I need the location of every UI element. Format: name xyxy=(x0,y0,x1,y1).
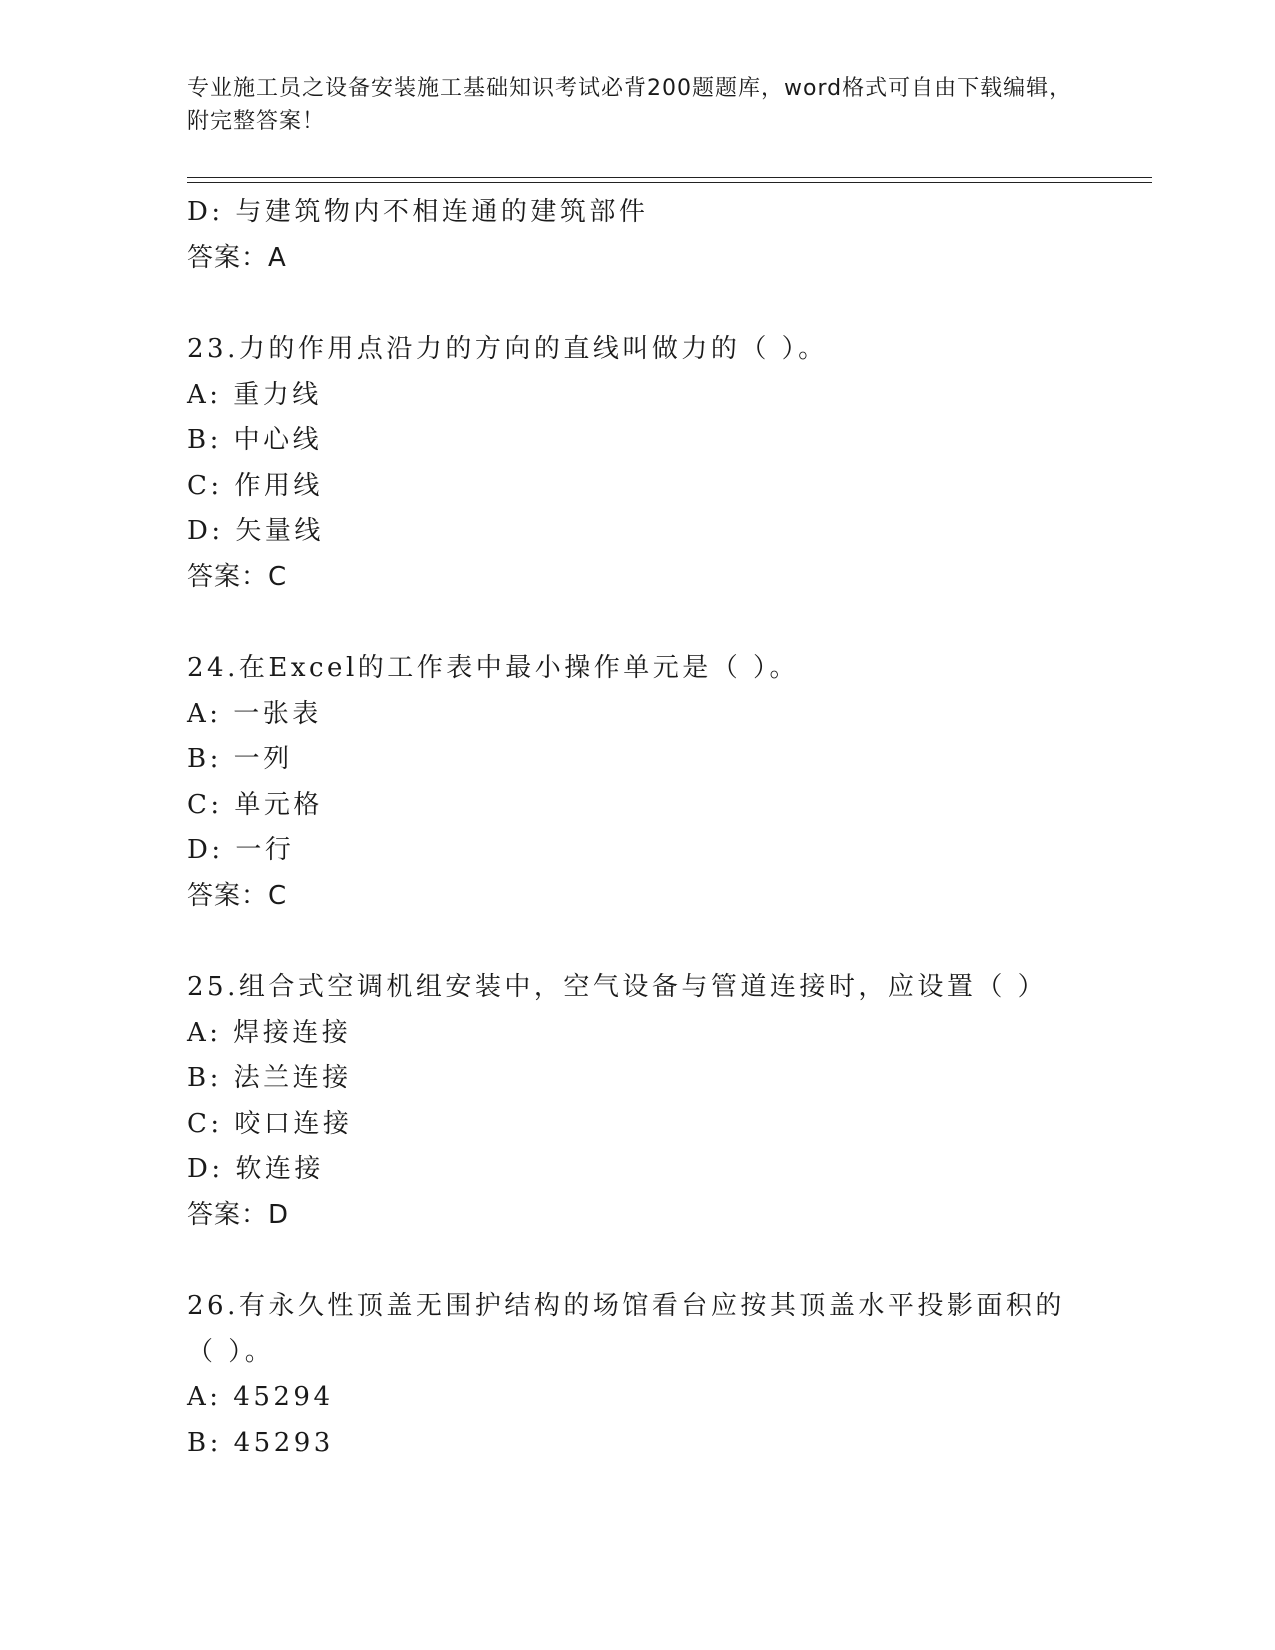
answer-line: 答案：C xyxy=(187,561,288,592)
question-text: 25.组合式空调机组安装中，空气设备与管道连接时，应设置（ ） xyxy=(187,972,1048,1002)
question-26 xyxy=(187,1284,1087,1466)
question-text: 23.力的作用点沿力的方向的直线叫做力的（ ）。 xyxy=(187,334,828,364)
option-a: A: 重力线 xyxy=(187,379,322,410)
question-list xyxy=(187,190,1087,1466)
option-d: D: 一行 xyxy=(187,835,295,865)
question-25 xyxy=(187,965,1087,1238)
option-a: A: 焊接连接 xyxy=(187,1017,352,1048)
option-b: B: 45293 xyxy=(187,1427,334,1458)
option-d: D: 与建筑物内不相连通的建筑部件 xyxy=(187,197,649,227)
option-b: B: 中心线 xyxy=(187,425,323,455)
option-b: B: 一列 xyxy=(187,744,293,774)
option-c: C: 作用线 xyxy=(187,470,323,501)
page-title: 专业施工员之设备安装施工基础知识考试必背200题题库，word格式可自由下载编辑，附完整答案！ xyxy=(187,76,1073,134)
option-c: C: 咬口连接 xyxy=(187,1108,353,1139)
option-b: B: 法兰连接 xyxy=(187,1063,352,1093)
answer-line: 答案：A xyxy=(187,242,287,273)
answer-line: 答案：C xyxy=(187,880,288,911)
question-text: 24.在Excel的工作表中最小操作单元是（ ）。 xyxy=(187,653,800,683)
header-divider-bottom xyxy=(187,182,1152,183)
option-d: D: 软连接 xyxy=(187,1154,324,1184)
question-24 xyxy=(187,646,1087,919)
option-c: C: 单元格 xyxy=(187,789,323,820)
question-23 xyxy=(187,327,1087,600)
option-a: A: 45294 xyxy=(187,1382,334,1412)
header-divider-top xyxy=(187,177,1152,178)
answer-line: 答案：D xyxy=(187,1199,290,1230)
question-text: 26.有永久性顶盖无围护结构的场馆看台应按其顶盖水平投影面积的（ ）。 xyxy=(187,1291,1065,1367)
option-d: D: 矢量线 xyxy=(187,516,324,546)
option-a: A: 一张表 xyxy=(187,698,322,729)
